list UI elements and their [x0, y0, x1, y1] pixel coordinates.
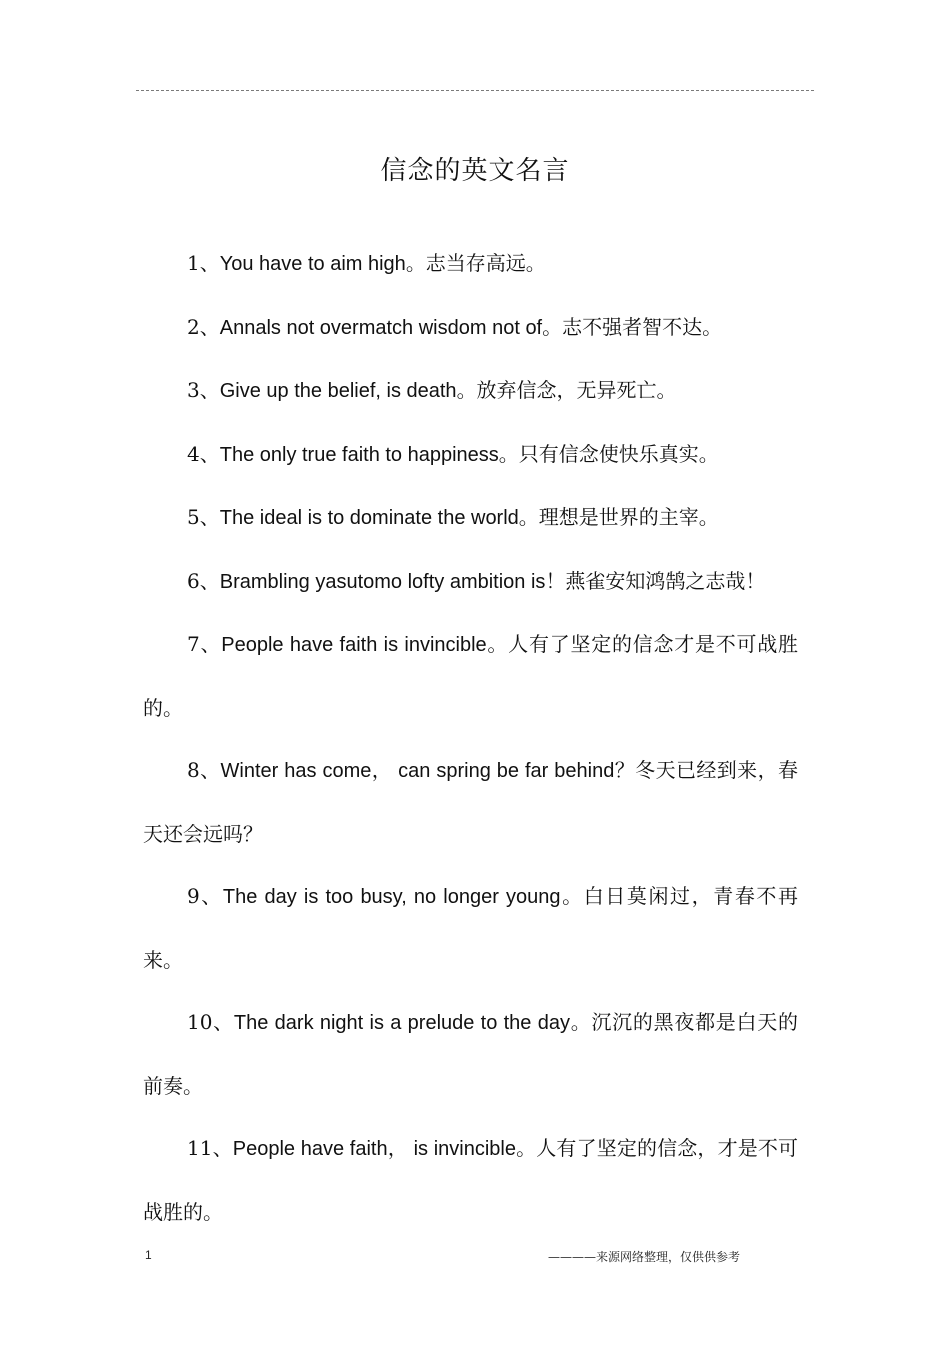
quote-item	[143, 1117, 798, 1243]
quote-number: 1、	[187, 251, 220, 275]
quote-item	[143, 423, 798, 487]
quote-item	[143, 486, 798, 550]
quote-item	[143, 739, 798, 865]
quote-chinese: ？冬天已经到来，春天还会远吗？	[143, 758, 798, 846]
quote-english: Brambling yasutomo lofty ambition is	[219, 570, 546, 593]
quote-english: The ideal is to dominate the world	[219, 507, 519, 529]
quote-number: 5、	[187, 505, 220, 529]
quote-chinese: 。理想是世界的主宰。	[518, 505, 719, 529]
quote-item	[143, 613, 798, 739]
quote-number: 9、	[187, 884, 223, 908]
quote-chinese: 。沉沉的黑夜都是白天的前奏。	[143, 1010, 798, 1098]
quote-english: People have faith is invincible	[221, 634, 487, 656]
quote-item	[143, 232, 798, 296]
quote-item	[143, 550, 798, 614]
quote-number: 4、	[187, 441, 220, 466]
quote-chinese: 。志当存高远。	[405, 251, 546, 275]
quote-english: Winter has come， can spring be far behind	[220, 760, 615, 782]
quote-list	[143, 232, 798, 1243]
quote-english: People have faith， is invincible	[232, 1138, 516, 1160]
quote-item	[143, 296, 798, 360]
quote-chinese: 。人有了坚定的信念，才是不可战胜的。	[143, 1136, 799, 1224]
quote-number: 2、	[187, 314, 220, 339]
quote-number: 8、	[187, 758, 221, 782]
quote-number: 3、	[187, 378, 220, 402]
quote-number: 7、	[187, 632, 222, 656]
quote-english: The dark night is a prelude to the day	[233, 1012, 570, 1034]
quote-item	[143, 359, 798, 423]
quote-chinese: 。志不强者智不达。	[542, 314, 723, 339]
quote-item	[143, 991, 798, 1117]
quote-item	[143, 865, 798, 991]
quote-english: You have to aim high	[219, 253, 406, 275]
header-divider	[136, 90, 814, 91]
quote-chinese: 。放弃信念，无异死亡。	[456, 378, 677, 402]
source-note: ————来源网络整理，仅供供参考	[548, 1250, 741, 1264]
quote-english: The day is too busy, no longer young	[222, 886, 561, 908]
quote-chinese: 。白日莫闲过，青春不再来。	[143, 884, 798, 972]
page-number: 1	[145, 1248, 152, 1262]
quote-english: Give up the belief, is death	[219, 380, 457, 402]
quote-english: The only true faith to happiness	[219, 443, 499, 466]
quote-chinese: ！燕雀安知鸿鹄之志哉！	[545, 568, 766, 593]
quote-number: 11、	[187, 1136, 233, 1160]
page-title: 信念的英文名言	[380, 156, 570, 186]
quote-number: 10、	[187, 1010, 234, 1034]
quote-chinese: 。人有了坚定的信念才是不可战胜的。	[143, 632, 799, 720]
quote-number: 6、	[187, 568, 220, 593]
quote-chinese: 。只有信念使快乐真实。	[498, 441, 719, 466]
quote-english: Annals not overmatch wisdom not of	[219, 316, 543, 339]
